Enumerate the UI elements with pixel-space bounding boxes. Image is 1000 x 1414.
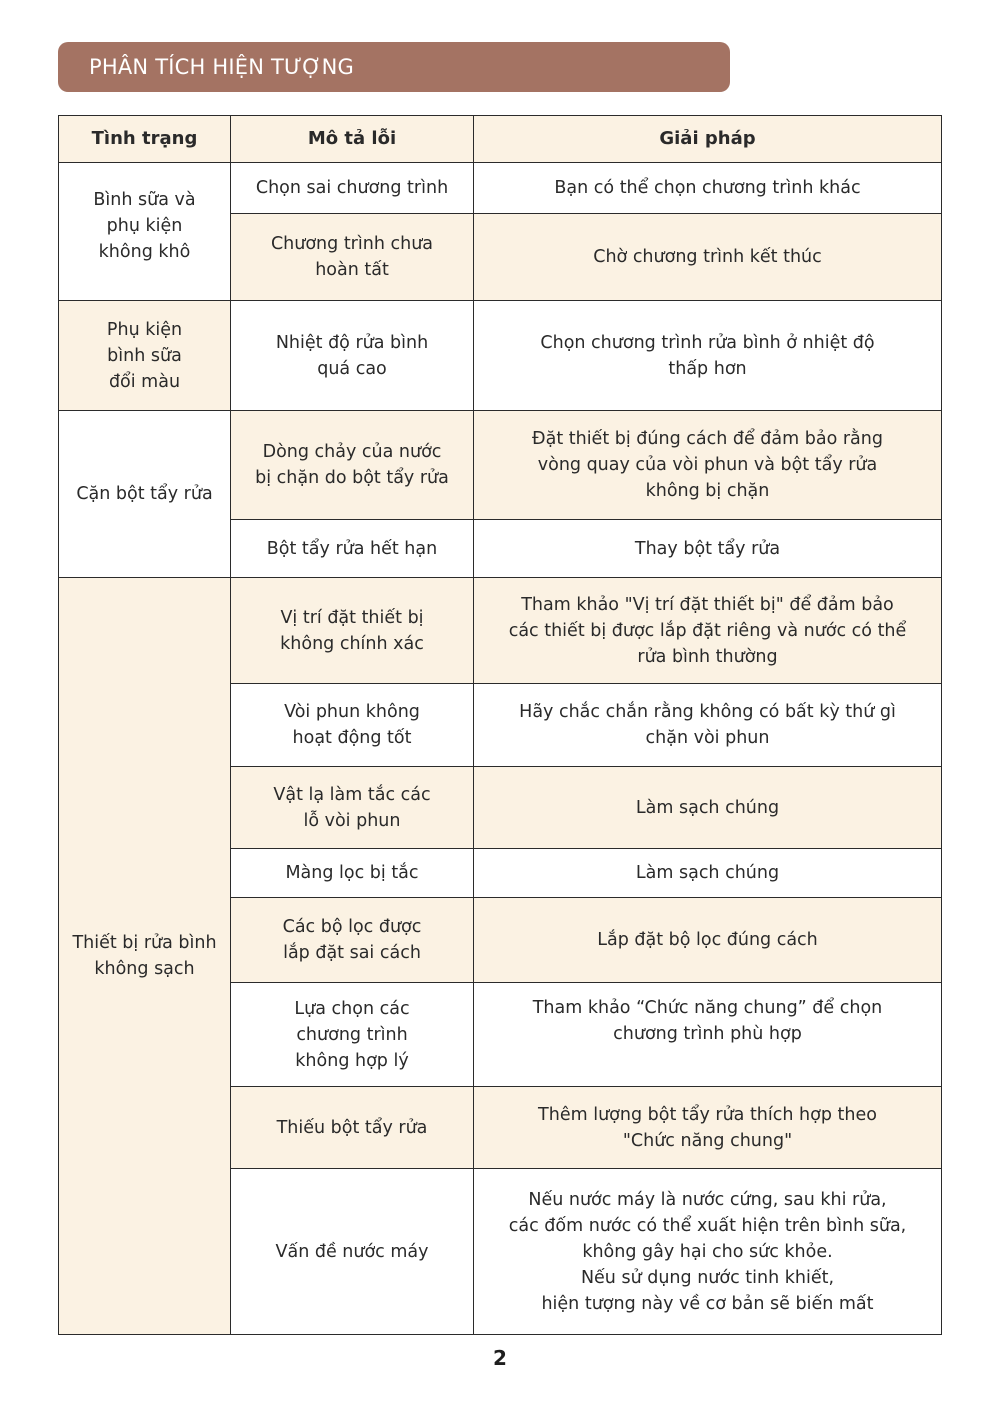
fault-cell: Các bộ lọc được lắp đặt sai cách: [231, 898, 474, 983]
condition-cell: Bình sữa và phụ kiện không khô: [59, 163, 231, 301]
fault-cell: Dòng chảy của nước bị chặn do bột tẩy rửa: [231, 411, 474, 520]
fault-cell: Bột tẩy rửa hết hạn: [231, 520, 474, 578]
table-row: [59, 578, 942, 684]
table-row: [59, 411, 942, 520]
fault-cell: Chương trình chưa hoàn tất: [231, 214, 474, 301]
solution-cell: Hãy chắc chắn rằng không có bất kỳ thứ gì chặn vòi phun: [474, 684, 942, 767]
table-row: [59, 301, 942, 411]
section-title-banner: [58, 42, 730, 92]
fault-cell: Nhiệt độ rửa bình quá cao: [231, 301, 474, 411]
solution-cell: Thay bột tẩy rửa: [474, 520, 942, 578]
solution-cell: Lắp đặt bộ lọc đúng cách: [474, 898, 942, 983]
solution-cell: Làm sạch chúng: [474, 849, 942, 898]
condition-cell: Phụ kiện bình sữa đổi màu: [59, 301, 231, 411]
solution-cell: Tham khảo “Chức năng chung” để chọn chương trình phù hợp: [474, 983, 942, 1087]
condition-cell: Cặn bột tẩy rửa: [59, 411, 231, 578]
solution-cell: Tham khảo "Vị trí đặt thiết bị" để đảm bảo các thiết bị được lắp đặt riêng và nước có thể rửa bình thường: [474, 578, 942, 684]
page-number: 2: [493, 1346, 507, 1370]
section-title: PHÂN TÍCH HIỆN TƯỢNG: [89, 55, 354, 79]
fault-cell: Lựa chọn các chương trình không hợp lý: [231, 983, 474, 1087]
table-row: [59, 163, 942, 214]
solution-cell: Chọn chương trình rửa bình ở nhiệt độ thấp hơn: [474, 301, 942, 411]
solution-cell: Làm sạch chúng: [474, 767, 942, 849]
solution-cell: Chờ chương trình kết thúc: [474, 214, 942, 301]
solution-cell: Thêm lượng bột tẩy rửa thích hợp theo "Chức năng chung": [474, 1087, 942, 1169]
troubleshooting-table: [58, 115, 942, 1335]
table-header-row: [59, 116, 942, 163]
header-solution: Giải pháp: [474, 116, 942, 163]
condition-cell: Thiết bị rửa bình không sạch: [59, 578, 231, 1335]
header-condition: Tình trạng: [59, 116, 231, 163]
fault-cell: Vật lạ làm tắc các lỗ vòi phun: [231, 767, 474, 849]
fault-cell: Vòi phun không hoạt động tốt: [231, 684, 474, 767]
fault-cell: Vấn đề nước máy: [231, 1169, 474, 1335]
fault-cell: Vị trí đặt thiết bị không chính xác: [231, 578, 474, 684]
solution-cell: Nếu nước máy là nước cứng, sau khi rửa, các đốm nước có thể xuất hiện trên bình sữa, không gây hại cho sức khỏe. Nếu sử dụng nước tinh khiết, hiện tượng này về cơ bản sẽ biến mất: [474, 1169, 942, 1335]
fault-cell: Thiếu bột tẩy rửa: [231, 1087, 474, 1169]
solution-cell: Bạn có thể chọn chương trình khác: [474, 163, 942, 214]
header-fault: Mô tả lỗi: [231, 116, 474, 163]
fault-cell: Chọn sai chương trình: [231, 163, 474, 214]
fault-cell: Màng lọc bị tắc: [231, 849, 474, 898]
solution-cell: Đặt thiết bị đúng cách để đảm bảo rằng vòng quay của vòi phun và bột tẩy rửa không bị chặn: [474, 411, 942, 520]
